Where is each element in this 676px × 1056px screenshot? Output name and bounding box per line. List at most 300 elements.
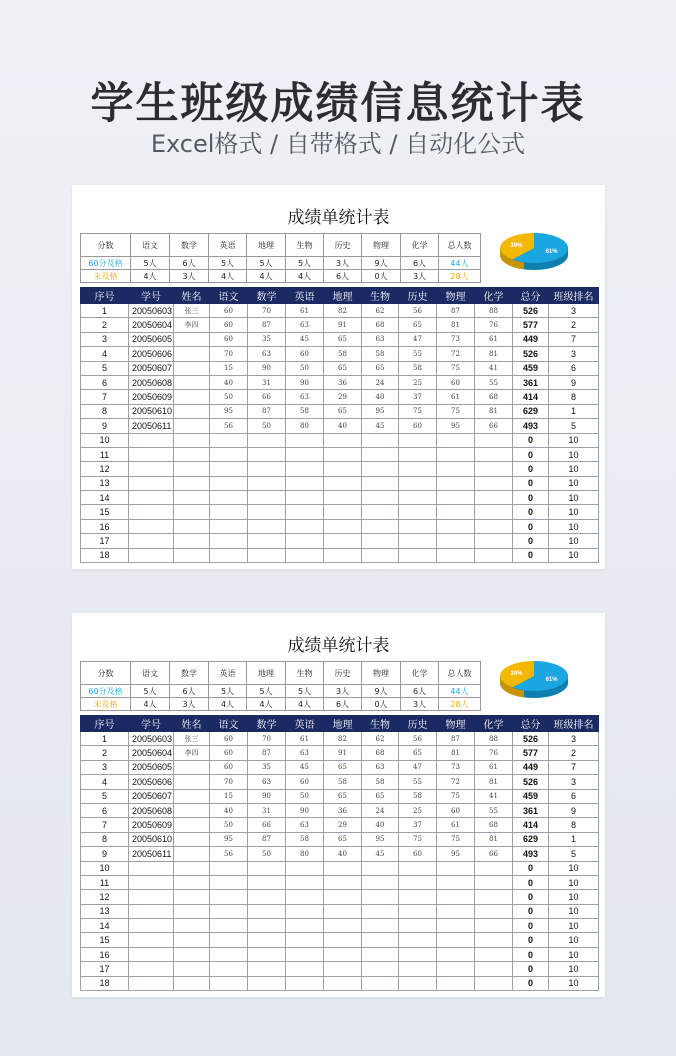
table-cell <box>437 904 475 918</box>
table-cell: 10 <box>549 962 599 976</box>
table-cell <box>129 976 174 990</box>
table-cell: 20050609 <box>129 390 174 404</box>
summary-cell: 0人 <box>362 270 401 283</box>
table-cell: 40 <box>362 390 399 404</box>
summary-cell: 数学 <box>170 662 209 685</box>
column-header: 历史 <box>399 288 437 304</box>
table-cell: 56 <box>399 304 437 318</box>
summary-cell: 9人 <box>362 257 401 270</box>
table-cell <box>210 904 248 918</box>
table-cell <box>248 505 286 519</box>
table-cell: 0 <box>513 491 549 505</box>
table-cell: 2 <box>81 318 129 332</box>
table-cell: 张三 <box>174 732 210 746</box>
column-header: 物理 <box>437 288 475 304</box>
table-row <box>81 419 599 433</box>
table-cell: 10 <box>549 476 599 490</box>
table-cell <box>399 933 437 947</box>
table-cell: 87 <box>248 746 286 760</box>
table-cell <box>399 505 437 519</box>
summary-cell: 物理 <box>362 234 401 257</box>
table-cell: 91 <box>324 746 362 760</box>
summary-cell: 44人 <box>439 685 481 698</box>
table-cell <box>210 433 248 447</box>
table-cell <box>210 933 248 947</box>
summary-cell: 地理 <box>247 662 286 685</box>
score-table-header <box>81 288 599 304</box>
table-cell: 20050610 <box>129 832 174 846</box>
table-cell <box>286 904 324 918</box>
table-cell <box>286 875 324 889</box>
table-cell: 40 <box>362 818 399 832</box>
column-header: 姓名 <box>174 288 210 304</box>
table-cell <box>248 919 286 933</box>
table-cell: 41 <box>475 789 513 803</box>
table-cell <box>399 919 437 933</box>
table-cell: 20050607 <box>129 361 174 375</box>
table-row <box>81 548 599 562</box>
table-cell: 47 <box>399 760 437 774</box>
table-cell: 0 <box>513 976 549 990</box>
score-table-header <box>81 716 599 732</box>
table-row <box>81 318 599 332</box>
table-cell: 95 <box>362 832 399 846</box>
table-cell <box>362 491 399 505</box>
table-cell: 66 <box>475 847 513 861</box>
table-cell: 526 <box>513 347 549 361</box>
table-cell: 90 <box>248 361 286 375</box>
column-header: 化学 <box>475 288 513 304</box>
table-cell: 68 <box>475 818 513 832</box>
table-cell <box>210 491 248 505</box>
table-cell: 15 <box>81 933 129 947</box>
table-cell <box>174 890 210 904</box>
table-cell <box>248 890 286 904</box>
column-header: 序号 <box>81 716 129 732</box>
summary-cell: 60分及格 <box>81 685 131 698</box>
table-cell: 10 <box>81 861 129 875</box>
table-cell <box>129 534 174 548</box>
summary-fail-row <box>81 698 481 711</box>
table-cell: 58 <box>286 404 324 418</box>
summary-cell: 语文 <box>131 662 170 685</box>
table-cell <box>129 962 174 976</box>
table-cell: 9 <box>81 419 129 433</box>
table-cell <box>399 904 437 918</box>
table-cell: 17 <box>81 534 129 548</box>
table-cell: 60 <box>210 318 248 332</box>
sheet-preview-1 <box>72 185 605 569</box>
table-cell <box>210 534 248 548</box>
table-cell <box>248 519 286 533</box>
table-cell: 87 <box>437 732 475 746</box>
table-cell: 6 <box>549 789 599 803</box>
table-row <box>81 375 599 389</box>
pie-slice-label: 39% <box>510 243 523 250</box>
table-cell: 40 <box>324 419 362 433</box>
column-header: 班级排名 <box>549 716 599 732</box>
table-cell <box>399 447 437 461</box>
table-cell <box>129 933 174 947</box>
table-cell: 73 <box>437 332 475 346</box>
table-cell: 45 <box>286 332 324 346</box>
column-header: 姓名 <box>174 716 210 732</box>
table-cell: 16 <box>81 947 129 961</box>
table-cell: 0 <box>513 947 549 961</box>
table-cell <box>174 519 210 533</box>
table-cell: 20050611 <box>129 419 174 433</box>
table-cell: 10 <box>549 433 599 447</box>
table-cell: 29 <box>324 818 362 832</box>
page-subtitle: Excel格式 / 自带格式 / 自动化公式 <box>150 130 526 158</box>
table-cell: 5 <box>549 847 599 861</box>
table-cell: 577 <box>513 746 549 760</box>
table-cell: 81 <box>437 746 475 760</box>
table-cell <box>248 491 286 505</box>
table-cell <box>362 904 399 918</box>
summary-cell: 6人 <box>324 698 362 711</box>
table-cell <box>399 534 437 548</box>
table-cell <box>210 476 248 490</box>
sheet-preview-2 <box>72 613 605 997</box>
table-cell <box>286 933 324 947</box>
summary-cell: 地理 <box>247 234 286 257</box>
summary-cell: 3人 <box>170 270 209 283</box>
table-cell: 18 <box>81 548 129 562</box>
table-cell: 80 <box>286 419 324 433</box>
table-cell: 1 <box>549 832 599 846</box>
table-row <box>81 847 599 861</box>
summary-cell: 化学 <box>401 234 439 257</box>
table-cell: 24 <box>362 375 399 389</box>
table-cell <box>248 861 286 875</box>
table-cell: 0 <box>513 904 549 918</box>
summary-cell: 总人数 <box>439 662 481 685</box>
table-cell: 90 <box>248 789 286 803</box>
table-cell <box>399 890 437 904</box>
table-cell: 0 <box>513 933 549 947</box>
table-cell <box>324 890 362 904</box>
table-cell <box>248 933 286 947</box>
table-cell <box>174 476 210 490</box>
table-cell: 13 <box>81 476 129 490</box>
table-cell: 58 <box>286 832 324 846</box>
table-cell: 20050606 <box>129 775 174 789</box>
table-cell: 1 <box>81 732 129 746</box>
table-cell <box>437 962 475 976</box>
table-cell <box>362 962 399 976</box>
table-cell: 65 <box>324 832 362 846</box>
table-row <box>81 433 599 447</box>
summary-cell: 60分及格 <box>81 257 131 270</box>
table-cell <box>129 904 174 918</box>
table-cell <box>174 803 210 817</box>
table-cell: 577 <box>513 318 549 332</box>
table-cell: 20050605 <box>129 332 174 346</box>
table-cell <box>437 890 475 904</box>
table-cell <box>475 462 513 476</box>
table-cell <box>475 861 513 875</box>
table-cell: 75 <box>399 832 437 846</box>
table-cell <box>248 904 286 918</box>
table-cell <box>362 476 399 490</box>
table-cell <box>174 933 210 947</box>
table-cell <box>475 875 513 889</box>
summary-cell: 历史 <box>324 234 362 257</box>
table-cell: 3 <box>549 775 599 789</box>
table-cell: 62 <box>362 304 399 318</box>
table-cell <box>174 775 210 789</box>
table-cell <box>475 904 513 918</box>
table-cell <box>475 919 513 933</box>
table-cell <box>475 476 513 490</box>
table-cell <box>210 548 248 562</box>
table-cell: 81 <box>475 347 513 361</box>
table-cell: 629 <box>513 832 549 846</box>
table-cell: 81 <box>475 832 513 846</box>
table-cell <box>174 962 210 976</box>
summary-cell: 3人 <box>170 698 209 711</box>
table-cell: 60 <box>437 375 475 389</box>
table-cell: 8 <box>81 404 129 418</box>
table-cell <box>248 447 286 461</box>
table-cell: 56 <box>399 732 437 746</box>
summary-cell: 分数 <box>81 234 131 257</box>
table-cell <box>475 491 513 505</box>
table-cell <box>286 890 324 904</box>
table-cell: 75 <box>437 832 475 846</box>
table-row <box>81 818 599 832</box>
table-cell: 10 <box>549 919 599 933</box>
summary-cell: 0人 <box>362 698 401 711</box>
table-cell: 25 <box>399 803 437 817</box>
summary-cell: 数学 <box>170 234 209 257</box>
table-cell: 0 <box>513 861 549 875</box>
table-cell: 47 <box>399 332 437 346</box>
table-cell: 76 <box>475 318 513 332</box>
pie-slice-label: 61% <box>545 248 558 255</box>
summary-table <box>80 233 481 283</box>
table-cell <box>437 548 475 562</box>
table-cell: 10 <box>549 548 599 562</box>
table-row <box>81 347 599 361</box>
summary-cell: 3人 <box>401 270 439 283</box>
table-cell: 449 <box>513 332 549 346</box>
table-cell <box>437 875 475 889</box>
column-header: 英语 <box>286 716 324 732</box>
table-row <box>81 789 599 803</box>
table-cell: 16 <box>81 519 129 533</box>
table-cell: 35 <box>248 760 286 774</box>
table-cell: 55 <box>475 375 513 389</box>
pie-slice-label: 61% <box>545 676 558 683</box>
column-header: 物理 <box>437 716 475 732</box>
column-header: 地理 <box>324 716 362 732</box>
table-cell <box>437 976 475 990</box>
table-cell: 61 <box>286 304 324 318</box>
table-cell <box>210 505 248 519</box>
table-cell <box>399 462 437 476</box>
table-cell <box>437 534 475 548</box>
table-cell: 414 <box>513 390 549 404</box>
table-cell <box>286 505 324 519</box>
table-cell <box>129 505 174 519</box>
table-cell <box>174 875 210 889</box>
table-cell <box>286 462 324 476</box>
table-cell: 31 <box>248 803 286 817</box>
table-row <box>81 732 599 746</box>
table-cell <box>174 534 210 548</box>
table-cell: 10 <box>549 875 599 889</box>
table-cell: 7 <box>81 390 129 404</box>
table-cell <box>324 976 362 990</box>
table-cell: 10 <box>549 933 599 947</box>
table-row <box>81 746 599 760</box>
summary-cell: 5人 <box>286 685 324 698</box>
table-cell: 45 <box>362 847 399 861</box>
table-cell: 58 <box>362 347 399 361</box>
table-cell <box>475 890 513 904</box>
table-cell <box>174 760 210 774</box>
table-cell: 10 <box>549 491 599 505</box>
table-cell <box>324 519 362 533</box>
sheet-title: 成绩单统计表 <box>287 636 390 656</box>
table-cell <box>475 947 513 961</box>
table-cell <box>286 447 324 461</box>
table-cell <box>129 491 174 505</box>
table-cell: 李四 <box>174 318 210 332</box>
table-cell: 20050603 <box>129 304 174 318</box>
table-cell: 0 <box>513 447 549 461</box>
table-cell: 7 <box>549 332 599 346</box>
table-cell <box>248 534 286 548</box>
table-cell: 2 <box>549 746 599 760</box>
table-cell: 20050603 <box>129 732 174 746</box>
table-cell <box>286 433 324 447</box>
table-cell: 526 <box>513 775 549 789</box>
table-cell <box>174 548 210 562</box>
table-cell: 50 <box>248 847 286 861</box>
table-cell: 40 <box>210 375 248 389</box>
table-cell: 3 <box>549 304 599 318</box>
table-cell <box>286 534 324 548</box>
table-row <box>81 933 599 947</box>
table-cell: 87 <box>248 404 286 418</box>
table-row <box>81 491 599 505</box>
table-cell: 10 <box>549 976 599 990</box>
table-cell: 459 <box>513 361 549 375</box>
table-cell <box>286 476 324 490</box>
table-cell: 50 <box>248 419 286 433</box>
table-cell <box>437 919 475 933</box>
table-cell: 63 <box>362 332 399 346</box>
table-cell <box>174 976 210 990</box>
summary-cell: 4人 <box>286 698 324 711</box>
table-cell: 95 <box>210 832 248 846</box>
table-cell: 20050609 <box>129 818 174 832</box>
table-cell: 81 <box>437 318 475 332</box>
table-cell: 9 <box>549 375 599 389</box>
table-cell: 75 <box>437 361 475 375</box>
table-cell: 5 <box>81 361 129 375</box>
table-cell <box>399 976 437 990</box>
table-cell <box>286 861 324 875</box>
table-cell <box>437 491 475 505</box>
table-cell <box>248 976 286 990</box>
table-cell: 6 <box>81 803 129 817</box>
table-cell <box>362 447 399 461</box>
table-cell: 629 <box>513 404 549 418</box>
table-cell: 65 <box>399 746 437 760</box>
table-cell: 65 <box>324 332 362 346</box>
summary-cell: 3人 <box>324 685 362 698</box>
table-row <box>81 447 599 461</box>
table-cell: 72 <box>437 347 475 361</box>
table-cell <box>210 976 248 990</box>
table-cell <box>475 933 513 947</box>
table-cell <box>210 947 248 961</box>
table-row <box>81 803 599 817</box>
table-cell <box>324 962 362 976</box>
summary-cell: 历史 <box>324 662 362 685</box>
table-cell: 10 <box>549 904 599 918</box>
table-cell: 3 <box>81 760 129 774</box>
table-cell <box>210 462 248 476</box>
table-cell: 29 <box>324 390 362 404</box>
table-cell: 50 <box>286 789 324 803</box>
table-cell: 56 <box>210 419 248 433</box>
table-cell: 10 <box>549 462 599 476</box>
table-cell: 62 <box>362 732 399 746</box>
table-cell: 60 <box>399 419 437 433</box>
table-cell: 0 <box>513 919 549 933</box>
table-cell <box>210 962 248 976</box>
table-cell <box>475 447 513 461</box>
table-cell <box>210 447 248 461</box>
column-header: 生物 <box>362 288 399 304</box>
table-cell: 45 <box>362 419 399 433</box>
table-cell <box>129 861 174 875</box>
pass-rate-pie-chart <box>494 657 574 703</box>
table-cell: 63 <box>286 390 324 404</box>
column-header: 班级排名 <box>549 288 599 304</box>
column-header: 历史 <box>399 716 437 732</box>
pass-rate-pie-chart <box>494 229 574 275</box>
table-cell: 张三 <box>174 304 210 318</box>
table-cell <box>286 976 324 990</box>
table-cell: 10 <box>549 505 599 519</box>
table-row <box>81 519 599 533</box>
column-header: 学号 <box>129 716 174 732</box>
table-cell: 20050610 <box>129 404 174 418</box>
summary-cell: 5人 <box>286 257 324 270</box>
table-cell: 414 <box>513 818 549 832</box>
table-row <box>81 462 599 476</box>
table-cell: 20050607 <box>129 789 174 803</box>
table-cell <box>399 476 437 490</box>
table-cell: 37 <box>399 818 437 832</box>
table-cell: 10 <box>549 519 599 533</box>
summary-cell: 5人 <box>247 257 286 270</box>
table-cell <box>174 419 210 433</box>
table-cell <box>324 548 362 562</box>
table-cell <box>475 505 513 519</box>
table-cell: 72 <box>437 775 475 789</box>
page-title: 学生班级成绩信息统计表 <box>90 79 586 129</box>
table-cell <box>174 847 210 861</box>
table-cell <box>362 548 399 562</box>
table-cell: 65 <box>324 404 362 418</box>
